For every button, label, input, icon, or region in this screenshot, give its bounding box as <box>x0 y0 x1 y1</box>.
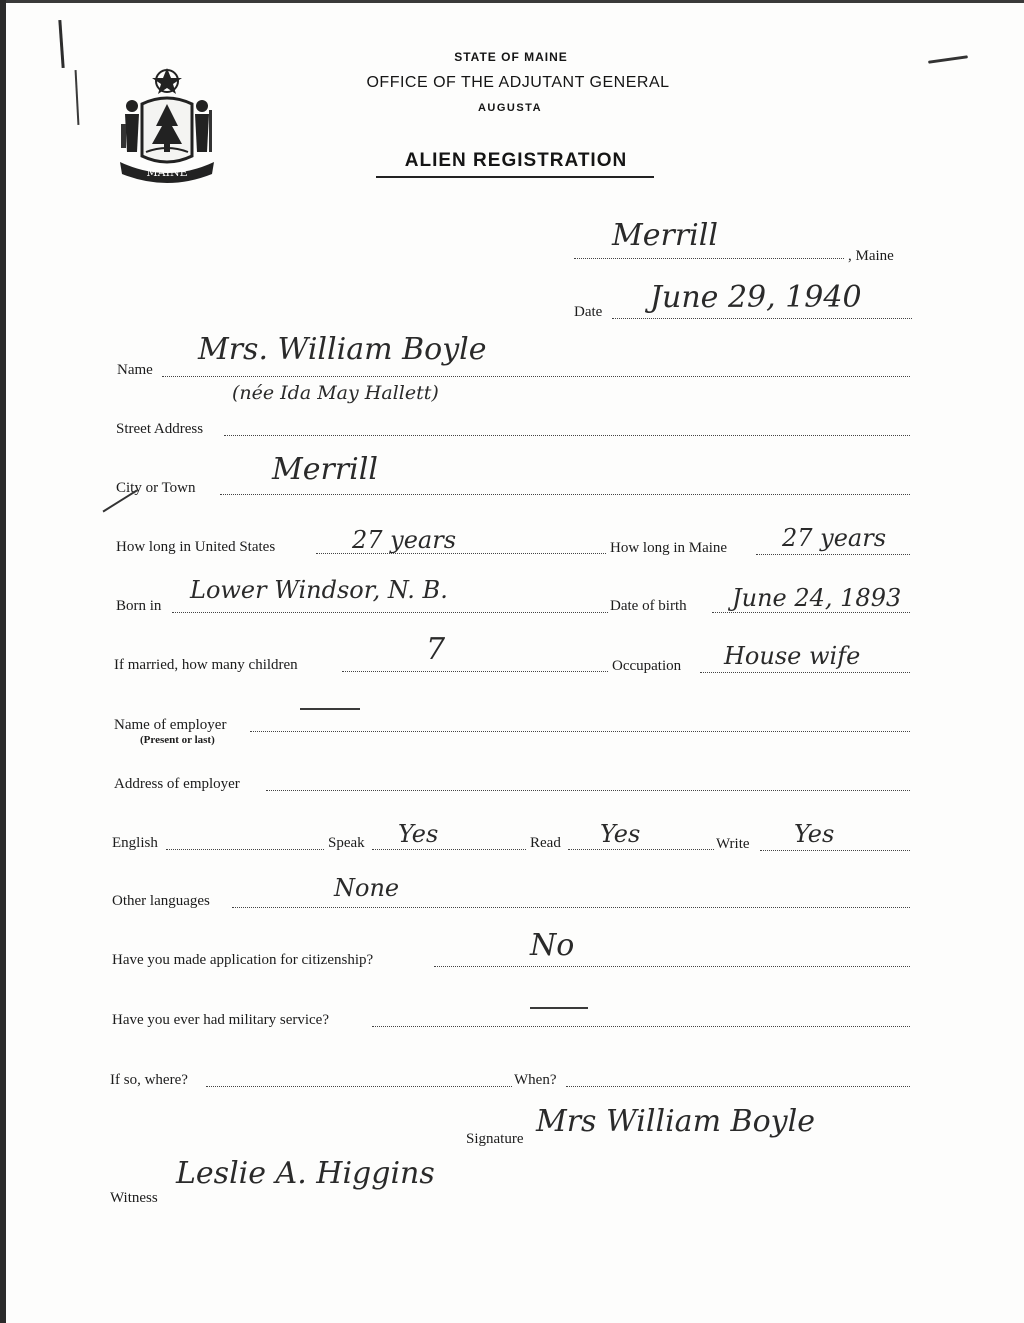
children-value: 7 <box>426 632 446 667</box>
speak-line <box>372 849 526 850</box>
write-line <box>760 850 910 851</box>
date-label: Date <box>574 304 603 320</box>
location-line <box>574 258 844 259</box>
city-value: Merrill <box>272 452 378 487</box>
office-heading: OFFICE OF THE ADJUTANT GENERAL <box>366 74 670 91</box>
street-line <box>224 435 910 436</box>
title-underline <box>376 176 654 178</box>
occupation-value: House wife <box>724 642 861 670</box>
citizenship-value: No <box>530 928 575 963</box>
name-value: Mrs. William Boyle <box>198 332 487 367</box>
us-duration-value: 27 years <box>352 526 457 554</box>
citizenship-line <box>434 966 910 967</box>
name-line <box>162 376 910 377</box>
location-value: Merrill <box>612 218 718 253</box>
speak-value: Yes <box>398 820 439 848</box>
employer-label: Name of employer <box>114 717 227 733</box>
other-languages-label: Other languages <box>112 893 210 909</box>
employer-address-label: Address of employer <box>114 776 240 792</box>
occupation-line <box>700 672 910 673</box>
read-value: Yes <box>600 820 641 848</box>
military-label: Have you ever had military service? <box>112 1012 329 1028</box>
state-heading: STATE OF MAINE <box>454 50 568 64</box>
military-line <box>372 1026 910 1027</box>
citizenship-label: Have you made application for citizenship? <box>112 952 374 968</box>
when-line <box>566 1086 910 1087</box>
when-label: When? <box>514 1072 557 1088</box>
witness-label: Witness <box>110 1190 158 1206</box>
street-label: Street Address <box>116 421 204 437</box>
name-label: Name <box>117 362 153 378</box>
employer-dash <box>300 708 360 710</box>
location-suffix: , Maine <box>848 248 894 264</box>
witness-value: Leslie A. Higgins <box>176 1156 435 1191</box>
read-label: Read <box>530 835 561 851</box>
where-line <box>206 1086 512 1087</box>
english-label: English <box>112 835 158 851</box>
where-label: If so, where? <box>110 1072 188 1088</box>
city-label: City or Town <box>116 480 196 496</box>
dob-line <box>712 612 910 613</box>
speak-label: Speak <box>328 835 365 851</box>
signature-label: Signature <box>466 1131 524 1147</box>
maine-duration-line <box>756 554 910 555</box>
other-languages-line <box>232 907 910 908</box>
us-duration-label: How long in United States <box>116 539 276 555</box>
other-languages-value: None <box>334 874 400 902</box>
maine-duration-label: How long in Maine <box>610 540 728 556</box>
born-value: Lower Windsor, N. B. <box>190 576 448 604</box>
signature-value: Mrs William Boyle <box>536 1104 815 1139</box>
city-heading: AUGUSTA <box>477 102 543 114</box>
scan-edge-top <box>0 0 1024 3</box>
svg-text:MAINE: MAINE <box>146 166 188 179</box>
dob-label: Date of birth <box>610 598 687 614</box>
read-line <box>568 849 714 850</box>
employer-address-line <box>266 790 910 791</box>
form-title: ALIEN REGISTRATION <box>404 150 628 171</box>
name-maiden-value: (née Ida May Hallett) <box>232 382 439 404</box>
employer-line <box>250 731 910 732</box>
date-line <box>612 318 912 319</box>
born-line <box>172 612 608 613</box>
occupation-label: Occupation <box>612 658 682 674</box>
dob-value: June 24, 1893 <box>732 584 902 612</box>
maine-duration-value: 27 years <box>782 524 887 552</box>
employer-sublabel: (Present or last) <box>140 734 215 746</box>
children-label: If married, how many children <box>114 657 298 673</box>
english-line <box>166 849 324 850</box>
write-label: Write <box>716 836 750 852</box>
city-line <box>220 494 910 495</box>
children-line <box>342 671 608 672</box>
scan-edge-left <box>0 0 6 1323</box>
military-dash <box>530 1007 588 1009</box>
write-value: Yes <box>794 820 835 848</box>
date-value: June 29, 1940 <box>650 280 862 315</box>
born-label: Born in <box>116 598 162 614</box>
